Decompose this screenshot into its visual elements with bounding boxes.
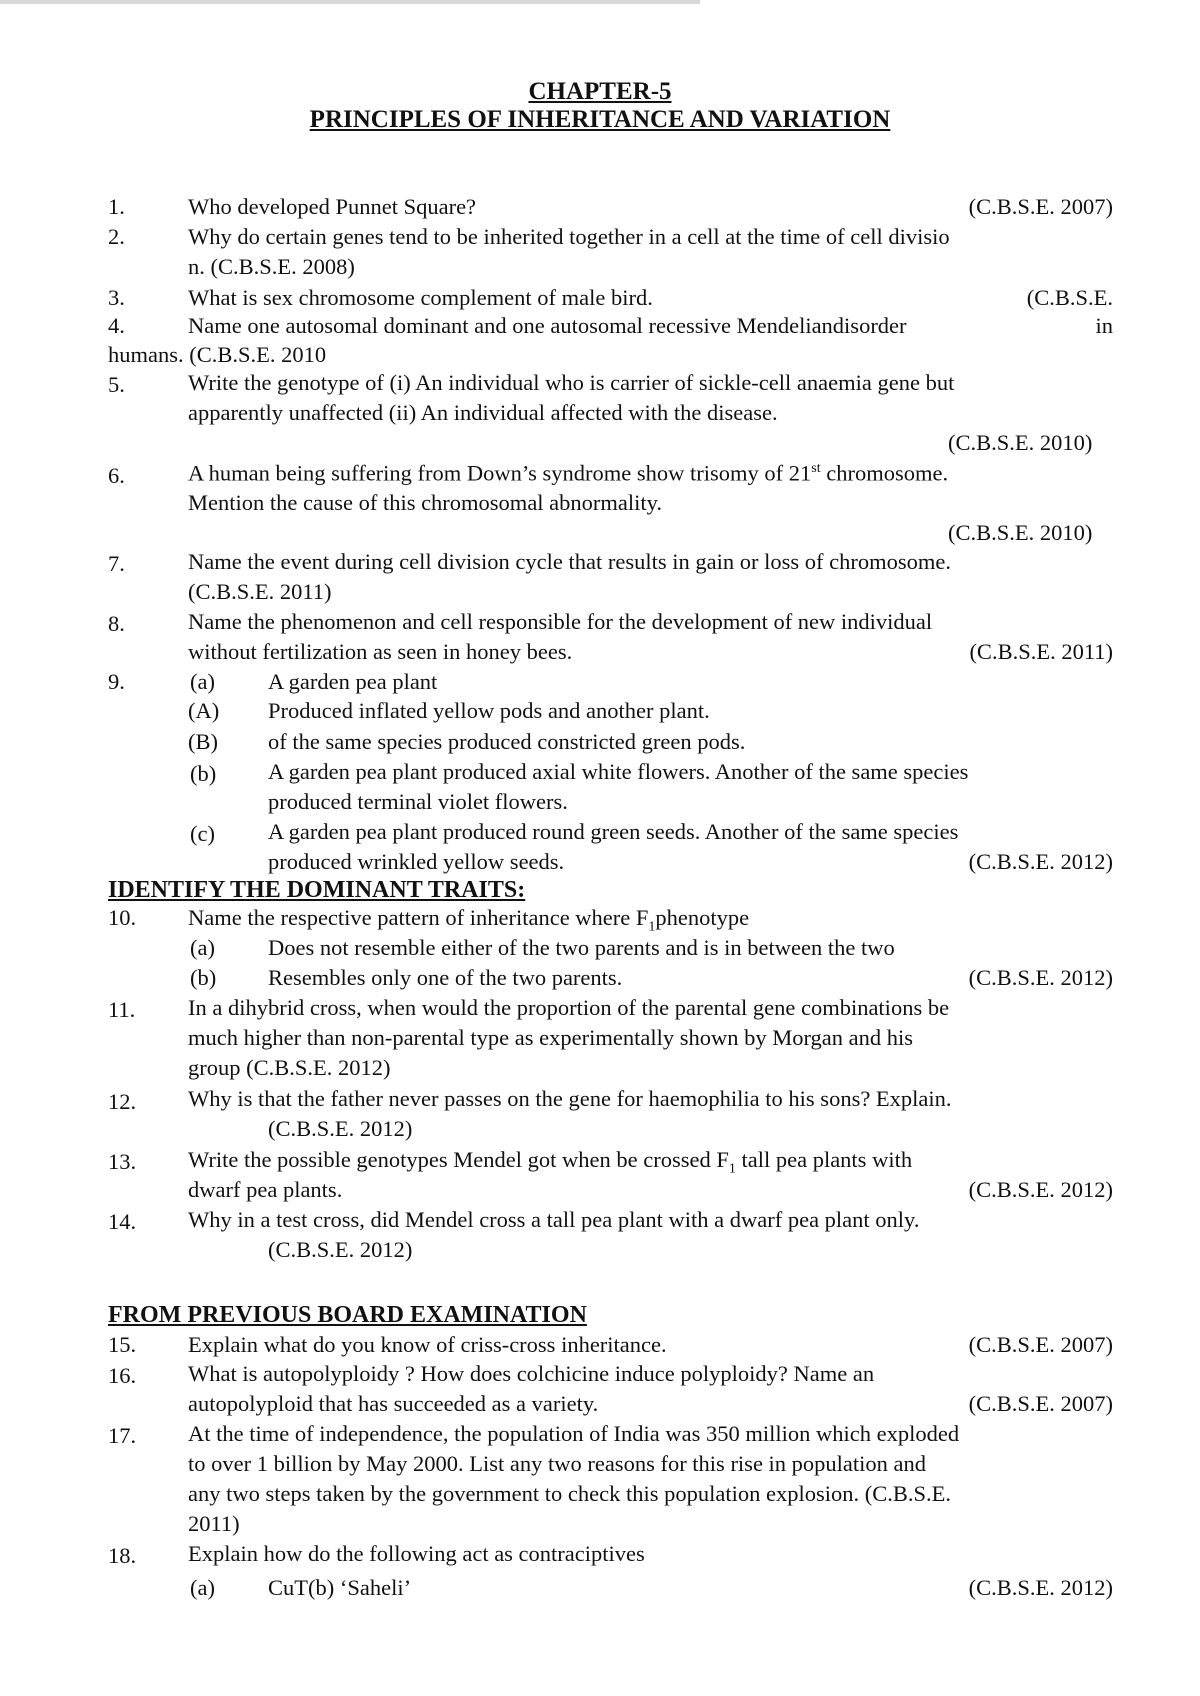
q1-number: 1. — [108, 194, 125, 219]
q9-marker-B: (B) — [188, 729, 218, 754]
chapter-heading: CHAPTER-5 — [528, 78, 672, 105]
q10-line-b — [268, 967, 1113, 990]
q14-number: 14. — [108, 1209, 137, 1234]
q4-line1 — [188, 315, 1113, 338]
q17-text-line3: any two steps taken by the government to check this population explosion. (C.B.S.E. — [188, 1481, 952, 1506]
q11-text-line1: In a dihybrid cross, when would the proportion of the parental gene combinations be — [188, 995, 950, 1020]
chapter-title: PRINCIPLES OF INHERITANCE AND VARIATION — [309, 106, 891, 133]
q18-text-a: CuT(b) ‘Saheli’ — [268, 1575, 412, 1600]
q16-ref: (C.B.S.E. 2007) — [968, 1391, 1113, 1416]
q13-number: 13. — [108, 1149, 137, 1174]
q5-ref: (C.B.S.E. 2010) — [948, 430, 1093, 455]
q15-number: 15. — [108, 1332, 137, 1357]
q9-ref: (C.B.S.E. 2012) — [968, 849, 1113, 874]
q17-text-line4: 2011) — [188, 1511, 240, 1536]
q2-text-line2: n. (C.B.S.E. 2008) — [188, 254, 355, 279]
q6-superscript: st — [811, 461, 821, 476]
q13-ref: (C.B.S.E. 2012) — [968, 1177, 1113, 1202]
q18-text: Explain how do the following act as contraciptives — [188, 1541, 645, 1566]
q10-marker-a: (a) — [190, 935, 215, 960]
q9-text-b2: produced terminal violet flowers. — [268, 789, 568, 814]
q11-number: 11. — [108, 997, 136, 1022]
scan-edge-line — [0, 0, 700, 4]
q6-text-line2: Mention the cause of this chromosomal abnormality. — [188, 490, 663, 515]
q10-text-aa: Does not resemble either of the two parents and is in between the two — [268, 935, 895, 960]
q8-text-line2: without fertilization as seen in honey bees. — [188, 639, 573, 664]
q9-text-B: of the same species produced constricted green pods. — [268, 729, 746, 754]
q10-ref: (C.B.S.E. 2012) — [968, 965, 1113, 990]
q4-text: Name one autosomal dominant and one autosomal recessive Mendeliandisorder — [188, 313, 907, 338]
q18-line-a — [268, 1577, 1113, 1600]
q18-marker-a: (a) — [190, 1575, 215, 1600]
q6-number: 6. — [108, 463, 125, 488]
q7-text-line1: Name the event during cell division cycle that results in gain or loss of chromosome. — [188, 549, 951, 574]
q16-text-line1: What is autopolyploidy ? How does colchicine induce polyploidy? Name an — [188, 1361, 875, 1386]
q5-text-line2: apparently unaffected (ii) An individual affected with the disease. — [188, 400, 778, 425]
q18-ref: (C.B.S.E. 2012) — [968, 1575, 1113, 1600]
q1-ref: (C.B.S.E. 2007) — [968, 194, 1113, 219]
q13-line2 — [188, 1179, 1113, 1202]
q9-text-A: Produced inflated yellow pods and another plant. — [268, 698, 710, 723]
q2-text-line1: Why do certain genes tend to be inherited together in a cell at the time of cell divisio — [188, 224, 950, 249]
q13-text-a: Write the possible genotypes Mendel got when be crossed F — [188, 1147, 729, 1172]
q9-line-c2 — [268, 851, 1113, 874]
q9-text-c2: produced wrinkled yellow seeds. — [268, 849, 565, 874]
q3-text: What is sex chromosome complement of male bird. — [188, 285, 653, 310]
q3-line — [188, 287, 1113, 310]
q13-subscript: 1 — [728, 1161, 736, 1177]
q4-text-end: in — [1095, 313, 1113, 338]
q10-text — [188, 907, 749, 935]
q10-text-bb: Resembles only one of the two parents. — [268, 965, 623, 990]
q12-number: 12. — [108, 1089, 137, 1114]
q9-marker-a: (a) — [190, 669, 215, 694]
q13-text-b: tall pea plants with — [735, 1147, 913, 1172]
q1-line — [188, 196, 1113, 219]
q9-marker-c: (c) — [190, 821, 215, 846]
q17-text-line1: At the time of independence, the population of India was 350 million which exploded — [188, 1421, 960, 1446]
q11-text-line3: group (C.B.S.E. 2012) — [188, 1055, 391, 1080]
q6-text-a: A human being suffering from Down’s syndrome show trisomy of 21 — [188, 460, 812, 486]
q9-text-b1: A garden pea plant produced axial white flowers. Another of the same species — [268, 759, 969, 784]
q7-text-line2: (C.B.S.E. 2011) — [188, 579, 332, 604]
q13-text-line1 — [188, 1149, 912, 1177]
q9-marker-A: (A) — [188, 698, 220, 723]
q10-text-a: Name the respective pattern of inheritance where F — [188, 905, 649, 930]
q4-text-line2: humans. (C.B.S.E. 2010 — [108, 342, 327, 367]
q10-number: 10. — [108, 905, 137, 930]
q17-text-line2: to over 1 billion by May 2000. List any two reasons for this rise in population and — [188, 1451, 927, 1476]
q13-text-line2: dwarf pea plants. — [188, 1177, 343, 1202]
q8-line2 — [188, 641, 1113, 664]
q7-number: 7. — [108, 551, 125, 576]
q16-number: 16. — [108, 1363, 137, 1388]
q10-subscript: 1 — [648, 919, 656, 935]
q9-text-a: A garden pea plant — [268, 669, 438, 694]
q16-text-line2: autopolyploid that has succeeded as a variety. — [188, 1391, 599, 1416]
q18-number: 18. — [108, 1543, 137, 1568]
q15-text: Explain what do you know of criss-cross inheritance. — [188, 1332, 667, 1357]
q4-number: 4. — [108, 313, 125, 338]
q11-text-line2: much higher than non-parental type as experimentally shown by Morgan and his — [188, 1025, 914, 1050]
section-previous-board-exam: FROM PREVIOUS BOARD EXAMINATION — [108, 1302, 587, 1328]
q6-text-b: chromosome. — [820, 460, 949, 486]
q6-ref: (C.B.S.E. 2010) — [948, 520, 1093, 545]
q6-text-line1 — [188, 462, 948, 485]
q15-ref: (C.B.S.E. 2007) — [968, 1332, 1113, 1357]
q2-number: 2. — [108, 224, 125, 249]
q15-line — [188, 1334, 1113, 1357]
q10-text-b: phenotype — [655, 905, 750, 930]
q8-number: 8. — [108, 611, 125, 636]
q1-text: Who developed Punnet Square? — [188, 194, 477, 219]
q14-text: Why in a test cross, did Mendel cross a tall pea plant with a dwarf pea plant only. — [188, 1207, 920, 1232]
q5-text-line1: Write the genotype of (i) An individual who is carrier of sickle-cell anaemia gene but — [188, 370, 955, 395]
q9-number: 9. — [108, 669, 125, 694]
q5-number: 5. — [108, 372, 125, 397]
q3-number: 3. — [108, 285, 125, 310]
q10-marker-b: (b) — [190, 965, 217, 990]
q8-ref: (C.B.S.E. 2011) — [969, 639, 1113, 664]
q12-ref: (C.B.S.E. 2012) — [268, 1116, 413, 1141]
q8-text-line1: Name the phenomenon and cell responsible for the development of new individual — [188, 609, 933, 634]
q12-text: Why is that the father never passes on the gene for haemophilia to his sons? Explain. — [188, 1086, 952, 1111]
q17-number: 17. — [108, 1423, 137, 1448]
q14-ref: (C.B.S.E. 2012) — [268, 1237, 413, 1262]
q16-line2 — [188, 1393, 1113, 1416]
section-identify-dominant-traits: IDENTIFY THE DOMINANT TRAITS: — [108, 877, 526, 903]
q9-marker-b: (b) — [190, 761, 217, 786]
q9-text-c1: A garden pea plant produced round green seeds. Another of the same species — [268, 819, 959, 844]
q3-ref: (C.B.S.E. — [1026, 285, 1113, 310]
